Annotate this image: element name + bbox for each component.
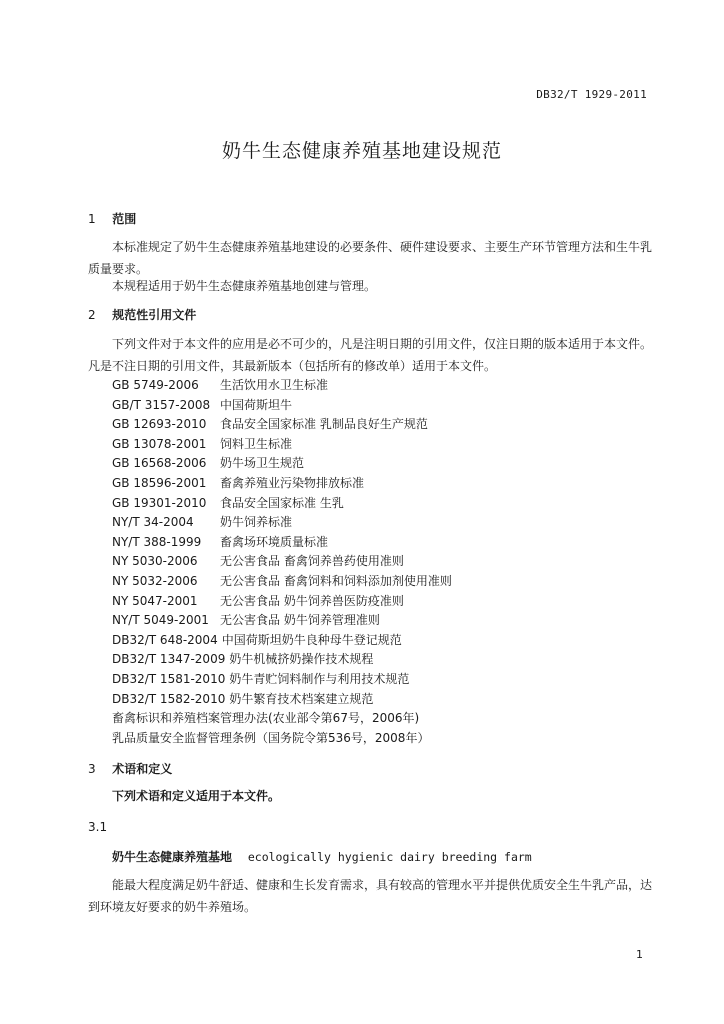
section-1-paragraph-2: 本规程适用于奶牛生态健康养殖基地创建与管理。 xyxy=(112,279,377,293)
section-number: 3 xyxy=(88,762,96,776)
reference-item: NY 5030-2006 无公害食品 畜禽饲养兽药使用准则 xyxy=(112,554,404,569)
reference-item: GB 13078-2001 饲料卫生标准 xyxy=(112,436,293,451)
term-heading xyxy=(112,848,532,865)
section-title: 术语和定义 xyxy=(112,762,173,776)
standard-code: DB32/T 1929-2011 xyxy=(536,88,647,101)
reference-item: 乳品质量安全监督管理条例（国务院令第536号，2008年） xyxy=(112,730,430,745)
reference-item: GB 16568-2006 奶牛场卫生规范 xyxy=(112,456,305,471)
reference-item: 畜禽标识和养殖档案管理办法(农业部令第67号，2006年) xyxy=(112,711,420,726)
reference-item: NY 5047-2001 无公害食品 奶牛饲养兽医防疫准则 xyxy=(112,593,404,608)
section-3-intro: 下列术语和定义适用于本文件。 xyxy=(112,789,281,803)
section-number: 1 xyxy=(88,212,96,226)
reference-item: GB 5749-2006 生活饮用水卫生标准 xyxy=(112,378,329,392)
section-3-heading xyxy=(88,760,172,777)
reference-item: DB32/T 1582-2010 奶牛繁育技术档案建立规范 xyxy=(112,691,374,706)
reference-item: GB/T 3157-2008 中国荷斯坦牛 xyxy=(112,397,293,412)
section-title: 规范性引用文件 xyxy=(112,308,197,322)
section-number: 2 xyxy=(88,308,96,322)
page-title: 奶牛生态健康养殖基地建设规范 xyxy=(221,140,502,162)
section-1-heading xyxy=(88,210,136,227)
reference-item: DB32/T 648-2004 中国荷斯坦奶牛良种母牛登记规范 xyxy=(112,632,402,647)
reference-item: NY/T 34-2004 奶牛饲养标准 xyxy=(112,515,293,530)
reference-item: GB 12693-2010 食品安全国家标准 乳制品良好生产规范 xyxy=(112,417,428,432)
reference-item: DB32/T 1581-2010 奶牛青贮饲料制作与利用技术规范 xyxy=(112,671,410,686)
section-3-1-number: 3.1 xyxy=(88,820,108,834)
section-2-paragraph: 下列文件对于本文件的应用是必不可少的，凡是注明日期的引用文件，仅注日期的版本适用于本文件。凡是不注日期的引用文件，其最新版本（包括所有的修改单）适用于本文件。 xyxy=(88,337,653,373)
section-title: 范围 xyxy=(112,212,137,226)
reference-item: DB32/T 1347-2009 奶牛机械挤奶操作技术规程 xyxy=(112,652,374,667)
reference-item: GB 19301-2010 食品安全国家标准 生乳 xyxy=(112,495,344,510)
reference-item: NY 5032-2006 无公害食品 畜禽饲料和饲料添加剂使用准则 xyxy=(112,573,452,588)
reference-item: NY/T 5049-2001 无公害食品 奶牛饲养管理准则 xyxy=(112,613,380,628)
term-definition: 能最大程度满足奶牛舒适、健康和生长发育需求，具有较高的管理水平并提供优质安全生牛乳产品，达到环境友好要求的奶牛养殖场。 xyxy=(88,878,653,914)
term-english: ecologically hygienic dairy breeding farm xyxy=(247,850,532,864)
reference-item: NY/T 388-1999 畜禽场环境质量标准 xyxy=(112,534,329,549)
reference-list xyxy=(112,376,672,748)
section-2-heading xyxy=(88,306,196,323)
section-1-paragraph-1: 本标准规定了奶牛生态健康养殖基地建设的必要条件、硬件建设要求、主要生产环节管理方法和生牛乳质量要求。 xyxy=(88,240,653,276)
term-chinese: 奶牛生态健康养殖基地 xyxy=(112,850,233,864)
page-number: 1 xyxy=(636,948,643,961)
reference-item: GB 18596-2001 畜禽养殖业污染物排放标准 xyxy=(112,475,365,490)
